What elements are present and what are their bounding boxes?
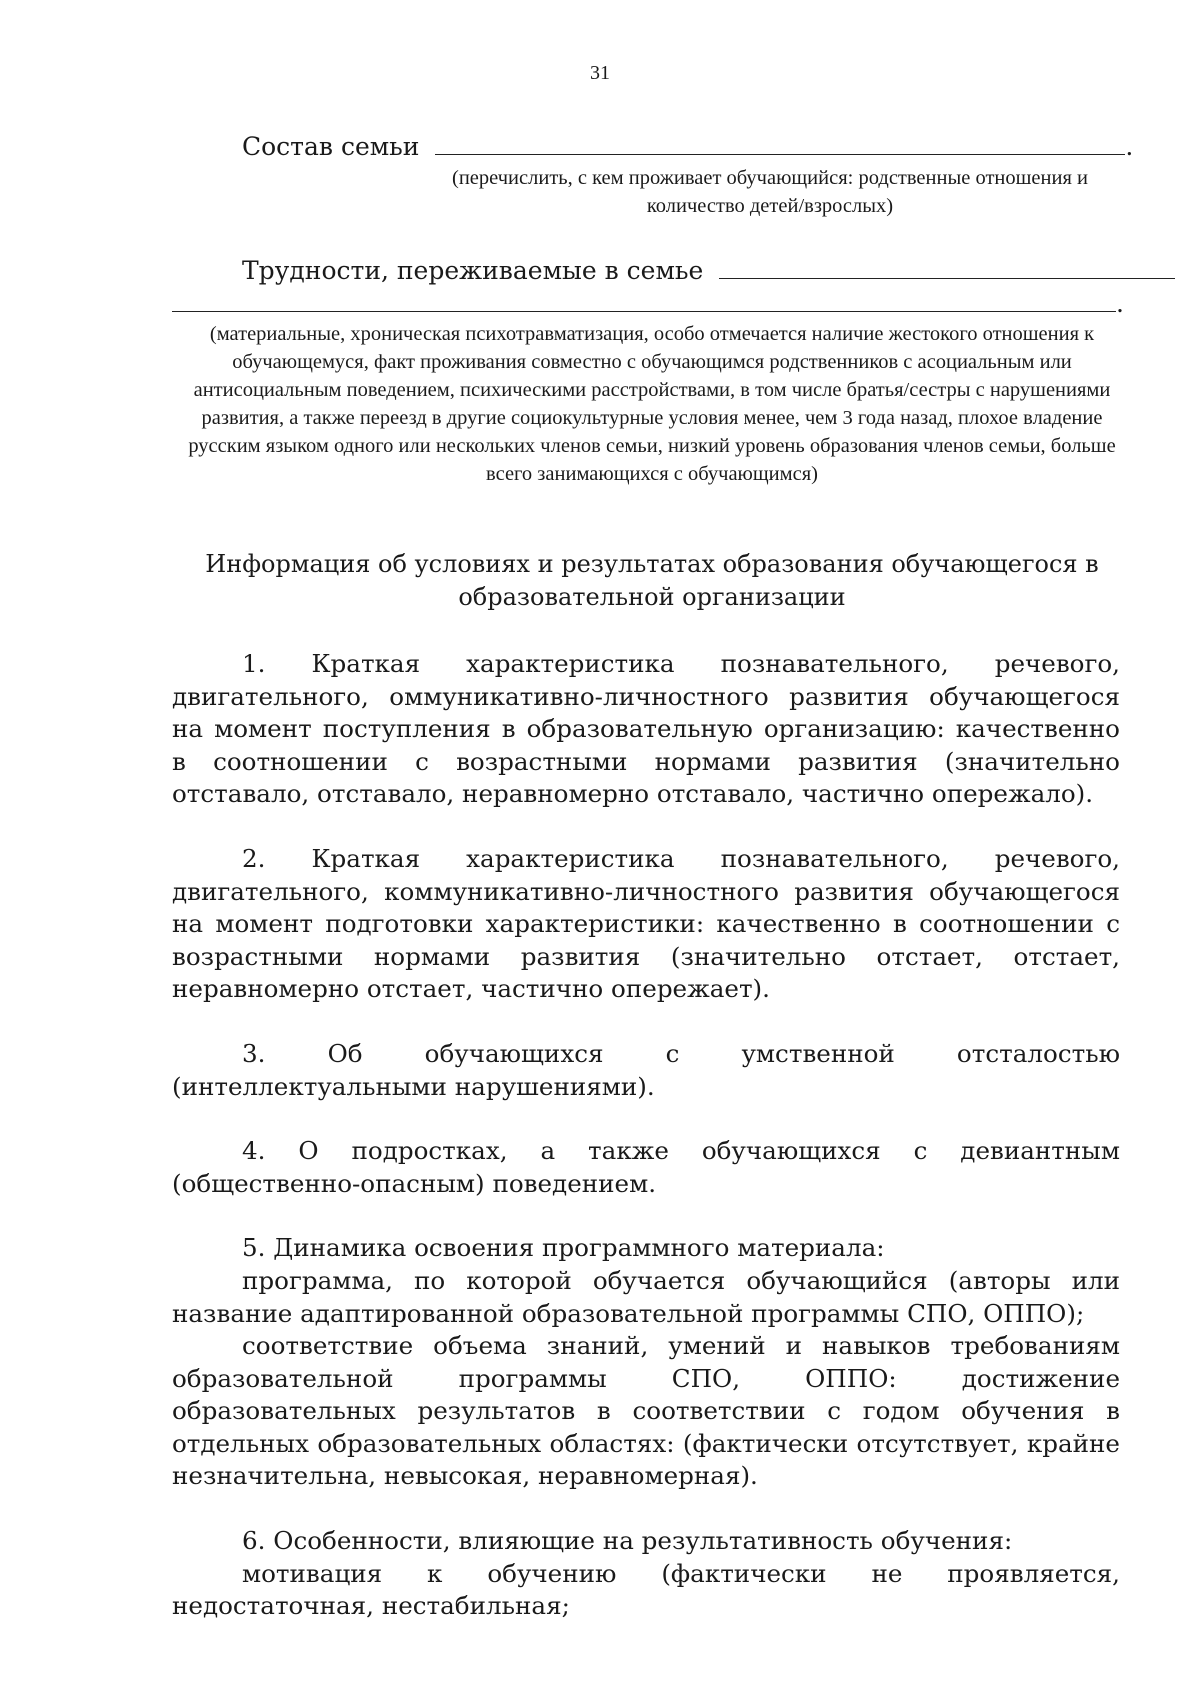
family-composition-line: [242, 128, 1133, 163]
item-3: 3. Об обучающихся с умственной отсталостью (интеллектуальными нарушениями).: [172, 1038, 1120, 1101]
section-title: Информация об условиях и результатах образования обучающегося в образовательной организации: [205, 550, 1099, 611]
item-2: 2. Краткая характеристика познавательного, речевого, двигательного, коммуникативно-личностного развития обучающегося на момент подготовки характеристики: качественно в соотношении с возрастными нормами развития (значительно отстает, отстает, неравномерно отстает, частично опережает).: [172, 843, 1120, 1004]
item-4: 4. О подростках, а также обучающихся с девиантным (общественно-опасным) поведением.: [172, 1136, 1120, 1198]
family-difficulties-line2: [172, 288, 1124, 321]
family-difficulties-line: [242, 252, 1175, 287]
item-6-motivation: мотивация к обучению (фактически не проявляется, недостаточная, нестабильная;: [172, 1558, 1120, 1621]
family-difficulties-note: (материальные, хроническая психотравматизация, особо отмечается наличие жестокого отношения к обучающемуся, факт проживания совместно с обучающимся родственников с асоциальным или антисоциальным поведением, психическими расстройствами, в том числе братья/сестры с нарушениями развития, а также переезд в другие социокультурные условия менее, чем 3 года назад, плохое владение русским языком одного или нескольких членов семьи, низкий уровень образования членов семьи, больше всего занимающихся с обучающимся): [188, 323, 1116, 485]
item-5-compliance: соответствие объема знаний, умений и навыков требованиям образовательной программы СПО, ОППО: достижение образовательных результатов в соответствии с годом обучения в отдельных образовательных областях: (фактически отсутствует, крайне незначительна, невысокая, неравномерная).: [172, 1331, 1120, 1491]
item-6: 6. Особенности, влияющие на результативность обучения:: [242, 1526, 1013, 1556]
items-block: [172, 648, 1120, 1623]
family-composition-period: .: [1125, 132, 1134, 161]
family-difficulties-period: .: [1116, 289, 1124, 318]
page-number: 31: [590, 62, 610, 84]
family-difficulties-blank: [719, 252, 1175, 279]
family-composition-note: (перечислить, с кем проживает обучающийся: родственные отношения и количество детей/взрослых): [452, 167, 1088, 217]
item-5: 5. Динамика освоения программного материала:: [242, 1233, 885, 1263]
family-composition-label: Состав семьи: [242, 132, 420, 161]
item-1: 1. Краткая характеристика познавательного, речевого, двигательного, оммуникативно-личностного развития обучающегося на момент поступления в образовательную организацию: качественно в соотношении с возрастными нормами развития (значительно отставало, отставало, неравномерно отставало, частично опережало).: [172, 649, 1120, 809]
family-difficulties-blank-2: [172, 289, 1116, 312]
item-5-program: программа, по которой обучается обучающийся (авторы или название адаптированной образовательной программы СПО, ОППО);: [172, 1265, 1120, 1328]
family-composition-blank: [435, 128, 1125, 155]
family-difficulties-label: Трудности, переживаемые в семье: [242, 256, 704, 285]
